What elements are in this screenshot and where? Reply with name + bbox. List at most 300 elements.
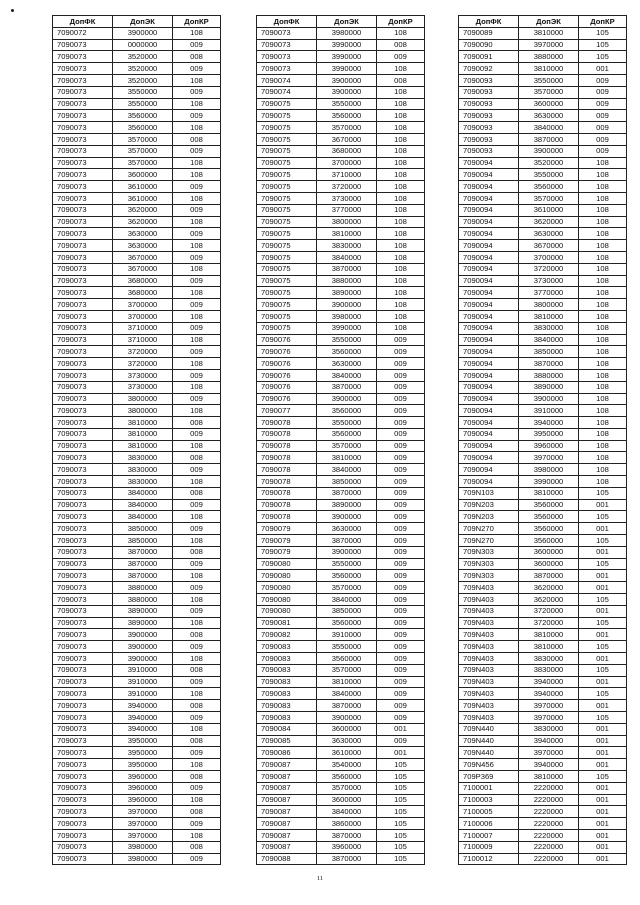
table-row <box>459 299 627 311</box>
cell-dop-kr: 105 <box>377 794 425 806</box>
cell-dop-kr: 009 <box>377 334 425 346</box>
cell-dop-fk: 7090088 <box>257 853 317 865</box>
table-row <box>459 629 627 641</box>
cell-dop-kr: 009 <box>377 51 425 63</box>
cell-dop-kr: 009 <box>173 228 221 240</box>
cell-dop-fk: 709N440 <box>459 747 519 759</box>
cell-dop-fk: 7090084 <box>257 723 317 735</box>
cell-dop-ek: 3810000 <box>113 428 173 440</box>
cell-dop-fk: 7100005 <box>459 806 519 818</box>
cell-dop-fk: 7090073 <box>53 452 113 464</box>
cell-dop-kr: 108 <box>173 688 221 700</box>
cell-dop-fk: 7090073 <box>53 157 113 169</box>
cell-dop-kr: 009 <box>173 712 221 724</box>
table-row <box>257 841 425 853</box>
cell-dop-fk: 7090073 <box>53 794 113 806</box>
cell-dop-kr: 108 <box>173 358 221 370</box>
cell-dop-kr: 008 <box>173 664 221 676</box>
cell-dop-ek: 3900000 <box>113 27 173 39</box>
cell-dop-kr: 009 <box>173 63 221 75</box>
cell-dop-kr: 108 <box>579 251 627 263</box>
cell-dop-ek: 3620000 <box>113 216 173 228</box>
table-row <box>53 782 221 794</box>
cell-dop-kr: 105 <box>579 641 627 653</box>
cell-dop-ek: 3560000 <box>317 110 377 122</box>
cell-dop-ek: 3520000 <box>113 51 173 63</box>
cell-dop-fk: 7090087 <box>257 759 317 771</box>
cell-dop-ek: 3880000 <box>113 582 173 594</box>
cell-dop-ek: 3970000 <box>519 747 579 759</box>
cell-dop-ek: 3900000 <box>113 629 173 641</box>
cell-dop-kr: 105 <box>579 558 627 570</box>
cell-dop-kr: 108 <box>579 181 627 193</box>
cell-dop-kr: 108 <box>377 169 425 181</box>
cell-dop-kr: 001 <box>579 676 627 688</box>
cell-dop-fk: 7090073 <box>53 428 113 440</box>
cell-dop-kr: 105 <box>377 853 425 865</box>
cell-dop-ek: 3560000 <box>519 181 579 193</box>
cell-dop-kr: 009 <box>377 428 425 440</box>
table-row <box>459 735 627 747</box>
cell-dop-fk: 7090073 <box>257 51 317 63</box>
table-row <box>459 853 627 865</box>
table-row <box>459 346 627 358</box>
cell-dop-ek: 3810000 <box>519 63 579 75</box>
table-row <box>53 712 221 724</box>
cell-dop-ek: 3800000 <box>519 299 579 311</box>
cell-dop-fk: 7090073 <box>53 653 113 665</box>
cell-dop-fk: 7090073 <box>53 334 113 346</box>
code-table-3 <box>458 15 627 865</box>
cell-dop-kr: 105 <box>579 594 627 606</box>
table-row <box>53 334 221 346</box>
cell-dop-ek: 3960000 <box>113 782 173 794</box>
cell-dop-ek: 3840000 <box>519 334 579 346</box>
cell-dop-kr: 108 <box>579 228 627 240</box>
cell-dop-kr: 009 <box>377 712 425 724</box>
table-row <box>53 228 221 240</box>
cell-dop-ek: 3970000 <box>113 818 173 830</box>
header-dop-kr: ДопКР <box>173 16 221 28</box>
table-row <box>53 735 221 747</box>
cell-dop-kr: 108 <box>173 240 221 252</box>
table-row <box>459 275 627 287</box>
cell-dop-kr: 009 <box>173 181 221 193</box>
table-row <box>53 582 221 594</box>
cell-dop-kr: 108 <box>173 617 221 629</box>
table-row <box>459 712 627 724</box>
cell-dop-kr: 009 <box>173 346 221 358</box>
cell-dop-fk: 7090076 <box>257 369 317 381</box>
table-row <box>53 841 221 853</box>
cell-dop-ek: 3600000 <box>317 794 377 806</box>
cell-dop-kr: 108 <box>377 204 425 216</box>
cell-dop-ek: 3630000 <box>519 228 579 240</box>
cell-dop-fk: 709N403 <box>459 594 519 606</box>
cell-dop-ek: 3720000 <box>519 617 579 629</box>
cell-dop-fk: 7090094 <box>459 169 519 181</box>
table-row <box>257 228 425 240</box>
cell-dop-ek: 3950000 <box>519 428 579 440</box>
cell-dop-ek: 3630000 <box>113 228 173 240</box>
cell-dop-kr: 108 <box>377 145 425 157</box>
cell-dop-fk: 7090080 <box>257 605 317 617</box>
cell-dop-kr: 009 <box>377 476 425 488</box>
table-row <box>459 63 627 75</box>
cell-dop-ek: 3870000 <box>317 829 377 841</box>
cell-dop-fk: 7090074 <box>257 86 317 98</box>
cell-dop-ek: 3620000 <box>519 594 579 606</box>
cell-dop-fk: 7090075 <box>257 181 317 193</box>
table-row <box>53 676 221 688</box>
cell-dop-fk: 7090087 <box>257 829 317 841</box>
table-row <box>257 157 425 169</box>
cell-dop-fk: 7090073 <box>53 369 113 381</box>
cell-dop-ek: 3830000 <box>519 322 579 334</box>
table-row <box>459 251 627 263</box>
cell-dop-kr: 105 <box>377 818 425 830</box>
cell-dop-ek: 3700000 <box>113 299 173 311</box>
cell-dop-ek: 3630000 <box>519 110 579 122</box>
table-row <box>459 27 627 39</box>
cell-dop-fk: 7090073 <box>53 735 113 747</box>
cell-dop-kr: 001 <box>579 653 627 665</box>
table-row <box>257 263 425 275</box>
cell-dop-ek: 3870000 <box>317 381 377 393</box>
table-row <box>459 74 627 86</box>
cell-dop-ek: 3970000 <box>113 806 173 818</box>
table-row <box>257 523 425 535</box>
cell-dop-ek: 3830000 <box>113 452 173 464</box>
table-row <box>257 322 425 334</box>
cell-dop-kr: 001 <box>377 723 425 735</box>
table-row <box>257 794 425 806</box>
table-row <box>257 629 425 641</box>
table-row <box>257 570 425 582</box>
cell-dop-ek: 3970000 <box>519 700 579 712</box>
cell-dop-fk: 7090073 <box>53 39 113 51</box>
cell-dop-fk: 7090094 <box>459 192 519 204</box>
cell-dop-kr: 009 <box>579 122 627 134</box>
cell-dop-ek: 3800000 <box>317 216 377 228</box>
cell-dop-ek: 3810000 <box>519 487 579 499</box>
cell-dop-fk: 7090073 <box>53 322 113 334</box>
cell-dop-fk: 7090073 <box>53 228 113 240</box>
cell-dop-ek: 3730000 <box>113 381 173 393</box>
table-row <box>459 51 627 63</box>
cell-dop-fk: 7090073 <box>53 818 113 830</box>
cell-dop-fk: 7090073 <box>53 700 113 712</box>
table-row <box>257 653 425 665</box>
cell-dop-fk: 7090073 <box>53 51 113 63</box>
table-row <box>459 98 627 110</box>
cell-dop-fk: 7090094 <box>459 417 519 429</box>
cell-dop-fk: 7090077 <box>257 405 317 417</box>
table-row <box>53 629 221 641</box>
cell-dop-kr: 001 <box>579 853 627 865</box>
cell-dop-ek: 3570000 <box>317 664 377 676</box>
code-table-2 <box>256 15 425 865</box>
table-row <box>459 440 627 452</box>
cell-dop-ek: 3710000 <box>113 322 173 334</box>
cell-dop-ek: 3810000 <box>519 27 579 39</box>
cell-dop-kr: 108 <box>579 369 627 381</box>
table-row <box>53 806 221 818</box>
cell-dop-ek: 3940000 <box>113 723 173 735</box>
cell-dop-kr: 009 <box>377 393 425 405</box>
cell-dop-kr: 108 <box>173 594 221 606</box>
table-row <box>459 759 627 771</box>
cell-dop-kr: 105 <box>377 782 425 794</box>
cell-dop-kr: 108 <box>579 440 627 452</box>
cell-dop-kr: 105 <box>377 759 425 771</box>
cell-dop-kr: 009 <box>173 818 221 830</box>
table-row <box>257 86 425 98</box>
cell-dop-ek: 3940000 <box>519 735 579 747</box>
cell-dop-fk: 7090073 <box>53 723 113 735</box>
cell-dop-ek: 3980000 <box>317 310 377 322</box>
table-row <box>459 169 627 181</box>
cell-dop-fk: 7090082 <box>257 629 317 641</box>
cell-dop-ek: 3830000 <box>317 240 377 252</box>
cell-dop-ek: 3830000 <box>113 476 173 488</box>
cell-dop-kr: 108 <box>173 535 221 547</box>
cell-dop-fk: 7090075 <box>257 263 317 275</box>
header-row <box>53 16 221 28</box>
table-row <box>53 169 221 181</box>
cell-dop-ek: 3570000 <box>519 192 579 204</box>
cell-dop-ek: 3550000 <box>113 86 173 98</box>
cell-dop-ek: 3970000 <box>519 452 579 464</box>
cell-dop-kr: 108 <box>377 216 425 228</box>
cell-dop-fk: 709N403 <box>459 653 519 665</box>
cell-dop-kr: 009 <box>173 86 221 98</box>
table-row <box>257 240 425 252</box>
cell-dop-ek: 3600000 <box>317 723 377 735</box>
cell-dop-kr: 105 <box>377 829 425 841</box>
cell-dop-fk: 7090094 <box>459 240 519 252</box>
cell-dop-fk: 7090073 <box>53 204 113 216</box>
cell-dop-fk: 7090083 <box>257 688 317 700</box>
table-row <box>53 145 221 157</box>
cell-dop-kr: 009 <box>579 110 627 122</box>
table-row <box>459 829 627 841</box>
cell-dop-kr: 009 <box>173 393 221 405</box>
table-row <box>459 641 627 653</box>
cell-dop-fk: 7090087 <box>257 818 317 830</box>
table-row <box>53 452 221 464</box>
cell-dop-ek: 2220000 <box>519 829 579 841</box>
cell-dop-kr: 009 <box>377 653 425 665</box>
cell-dop-kr: 008 <box>173 771 221 783</box>
cell-dop-kr: 009 <box>377 617 425 629</box>
cell-dop-kr: 108 <box>173 263 221 275</box>
cell-dop-fk: 7090073 <box>257 27 317 39</box>
table-row <box>459 700 627 712</box>
table-row <box>53 511 221 523</box>
cell-dop-fk: 709N403 <box>459 688 519 700</box>
cell-dop-kr: 009 <box>173 676 221 688</box>
table-row <box>53 287 221 299</box>
cell-dop-fk: 709N303 <box>459 546 519 558</box>
cell-dop-kr: 108 <box>579 240 627 252</box>
cell-dop-fk: 709N403 <box>459 700 519 712</box>
table-row <box>53 346 221 358</box>
cell-dop-ek: 3830000 <box>113 464 173 476</box>
cell-dop-kr: 108 <box>173 122 221 134</box>
cell-dop-kr: 108 <box>579 452 627 464</box>
cell-dop-fk: 7090073 <box>53 546 113 558</box>
cell-dop-kr: 108 <box>579 428 627 440</box>
cell-dop-kr: 108 <box>377 157 425 169</box>
cell-dop-kr: 108 <box>377 63 425 75</box>
cell-dop-kr: 001 <box>579 63 627 75</box>
cell-dop-kr: 001 <box>579 605 627 617</box>
table-row <box>257 829 425 841</box>
cell-dop-kr: 108 <box>173 310 221 322</box>
cell-dop-fk: 7090094 <box>459 369 519 381</box>
cell-dop-ek: 3550000 <box>317 417 377 429</box>
cell-dop-ek: 3570000 <box>519 86 579 98</box>
cell-dop-kr: 008 <box>377 74 425 86</box>
code-table-1 <box>52 15 221 865</box>
cell-dop-ek: 3900000 <box>113 641 173 653</box>
cell-dop-ek: 3800000 <box>113 405 173 417</box>
table-row <box>53 275 221 287</box>
table-row <box>459 334 627 346</box>
cell-dop-fk: 7100009 <box>459 841 519 853</box>
cell-dop-kr: 009 <box>377 688 425 700</box>
table-row <box>53 794 221 806</box>
cell-dop-ek: 3950000 <box>113 735 173 747</box>
table-row <box>459 393 627 405</box>
cell-dop-ek: 3770000 <box>317 204 377 216</box>
cell-dop-fk: 7090094 <box>459 381 519 393</box>
cell-dop-kr: 108 <box>579 216 627 228</box>
cell-dop-ek: 3890000 <box>113 605 173 617</box>
cell-dop-kr: 108 <box>579 204 627 216</box>
cell-dop-ek: 3870000 <box>113 570 173 582</box>
cell-dop-fk: 7090087 <box>257 806 317 818</box>
cell-dop-kr: 108 <box>579 192 627 204</box>
cell-dop-kr: 108 <box>173 192 221 204</box>
table-row <box>459 499 627 511</box>
cell-dop-ek: 3960000 <box>113 771 173 783</box>
table-row <box>257 511 425 523</box>
cell-dop-fk: 7090087 <box>257 771 317 783</box>
cell-dop-ek: 3990000 <box>317 63 377 75</box>
table-row <box>459 617 627 629</box>
cell-dop-ek: 3880000 <box>519 51 579 63</box>
cell-dop-fk: 7090094 <box>459 476 519 488</box>
cell-dop-ek: 3900000 <box>317 511 377 523</box>
table-row <box>257 818 425 830</box>
cell-dop-kr: 009 <box>377 511 425 523</box>
cell-dop-kr: 001 <box>579 582 627 594</box>
cell-dop-kr: 008 <box>173 51 221 63</box>
table-row <box>459 723 627 735</box>
cell-dop-fk: 7090094 <box>459 440 519 452</box>
cell-dop-kr: 001 <box>579 546 627 558</box>
cell-dop-fk: 7090073 <box>53 558 113 570</box>
cell-dop-fk: 7090073 <box>53 841 113 853</box>
cell-dop-ek: 3900000 <box>317 712 377 724</box>
cell-dop-ek: 3680000 <box>113 275 173 287</box>
cell-dop-kr: 108 <box>579 287 627 299</box>
header-dop-fk: ДопФК <box>257 16 317 28</box>
cell-dop-kr: 108 <box>173 216 221 228</box>
cell-dop-kr: 108 <box>579 334 627 346</box>
cell-dop-ek: 3990000 <box>317 322 377 334</box>
cell-dop-kr: 108 <box>579 393 627 405</box>
table-row <box>257 723 425 735</box>
table-row <box>53 39 221 51</box>
cell-dop-kr: 008 <box>173 133 221 145</box>
table-row <box>459 582 627 594</box>
cell-dop-ek: 3940000 <box>113 712 173 724</box>
cell-dop-ek: 3970000 <box>519 712 579 724</box>
cell-dop-fk: 7090093 <box>459 74 519 86</box>
cell-dop-fk: 7090094 <box>459 358 519 370</box>
cell-dop-fk: 7090075 <box>257 310 317 322</box>
cell-dop-kr: 108 <box>377 192 425 204</box>
cell-dop-fk: 7090079 <box>257 523 317 535</box>
cell-dop-ek: 3520000 <box>113 74 173 86</box>
cell-dop-kr: 108 <box>173 829 221 841</box>
cell-dop-fk: 7090073 <box>53 747 113 759</box>
cell-dop-kr: 108 <box>377 287 425 299</box>
table-row <box>53 358 221 370</box>
cell-dop-fk: 7090075 <box>257 157 317 169</box>
cell-dop-ek: 3990000 <box>519 476 579 488</box>
cell-dop-ek: 3570000 <box>113 145 173 157</box>
cell-dop-fk: 709N456 <box>459 759 519 771</box>
cell-dop-ek: 3680000 <box>317 145 377 157</box>
table-row <box>257 381 425 393</box>
cell-dop-fk: 7090093 <box>459 86 519 98</box>
cell-dop-kr: 105 <box>579 688 627 700</box>
cell-dop-ek: 3720000 <box>519 263 579 275</box>
cell-dop-ek: 2220000 <box>519 806 579 818</box>
cell-dop-fk: 709N403 <box>459 676 519 688</box>
cell-dop-fk: 709N303 <box>459 570 519 582</box>
table-row <box>53 546 221 558</box>
table-row <box>257 641 425 653</box>
cell-dop-kr: 108 <box>377 122 425 134</box>
cell-dop-ek: 3870000 <box>317 487 377 499</box>
cell-dop-kr: 105 <box>579 51 627 63</box>
cell-dop-fk: 7090078 <box>257 476 317 488</box>
cell-dop-fk: 7090092 <box>459 63 519 75</box>
cell-dop-kr: 009 <box>173 464 221 476</box>
cell-dop-fk: 7090073 <box>53 582 113 594</box>
table-row <box>257 417 425 429</box>
table-row <box>459 570 627 582</box>
table-row <box>459 818 627 830</box>
table-row <box>257 853 425 865</box>
cell-dop-kr: 008 <box>173 629 221 641</box>
cell-dop-fk: 7090094 <box>459 428 519 440</box>
cell-dop-fk: 7090075 <box>257 133 317 145</box>
cell-dop-ek: 3600000 <box>519 98 579 110</box>
table-row <box>53 405 221 417</box>
cell-dop-ek: 3970000 <box>519 39 579 51</box>
cell-dop-kr: 009 <box>377 641 425 653</box>
cell-dop-fk: 7090073 <box>53 145 113 157</box>
cell-dop-ek: 3560000 <box>317 771 377 783</box>
cell-dop-kr: 009 <box>173 558 221 570</box>
cell-dop-kr: 001 <box>579 806 627 818</box>
